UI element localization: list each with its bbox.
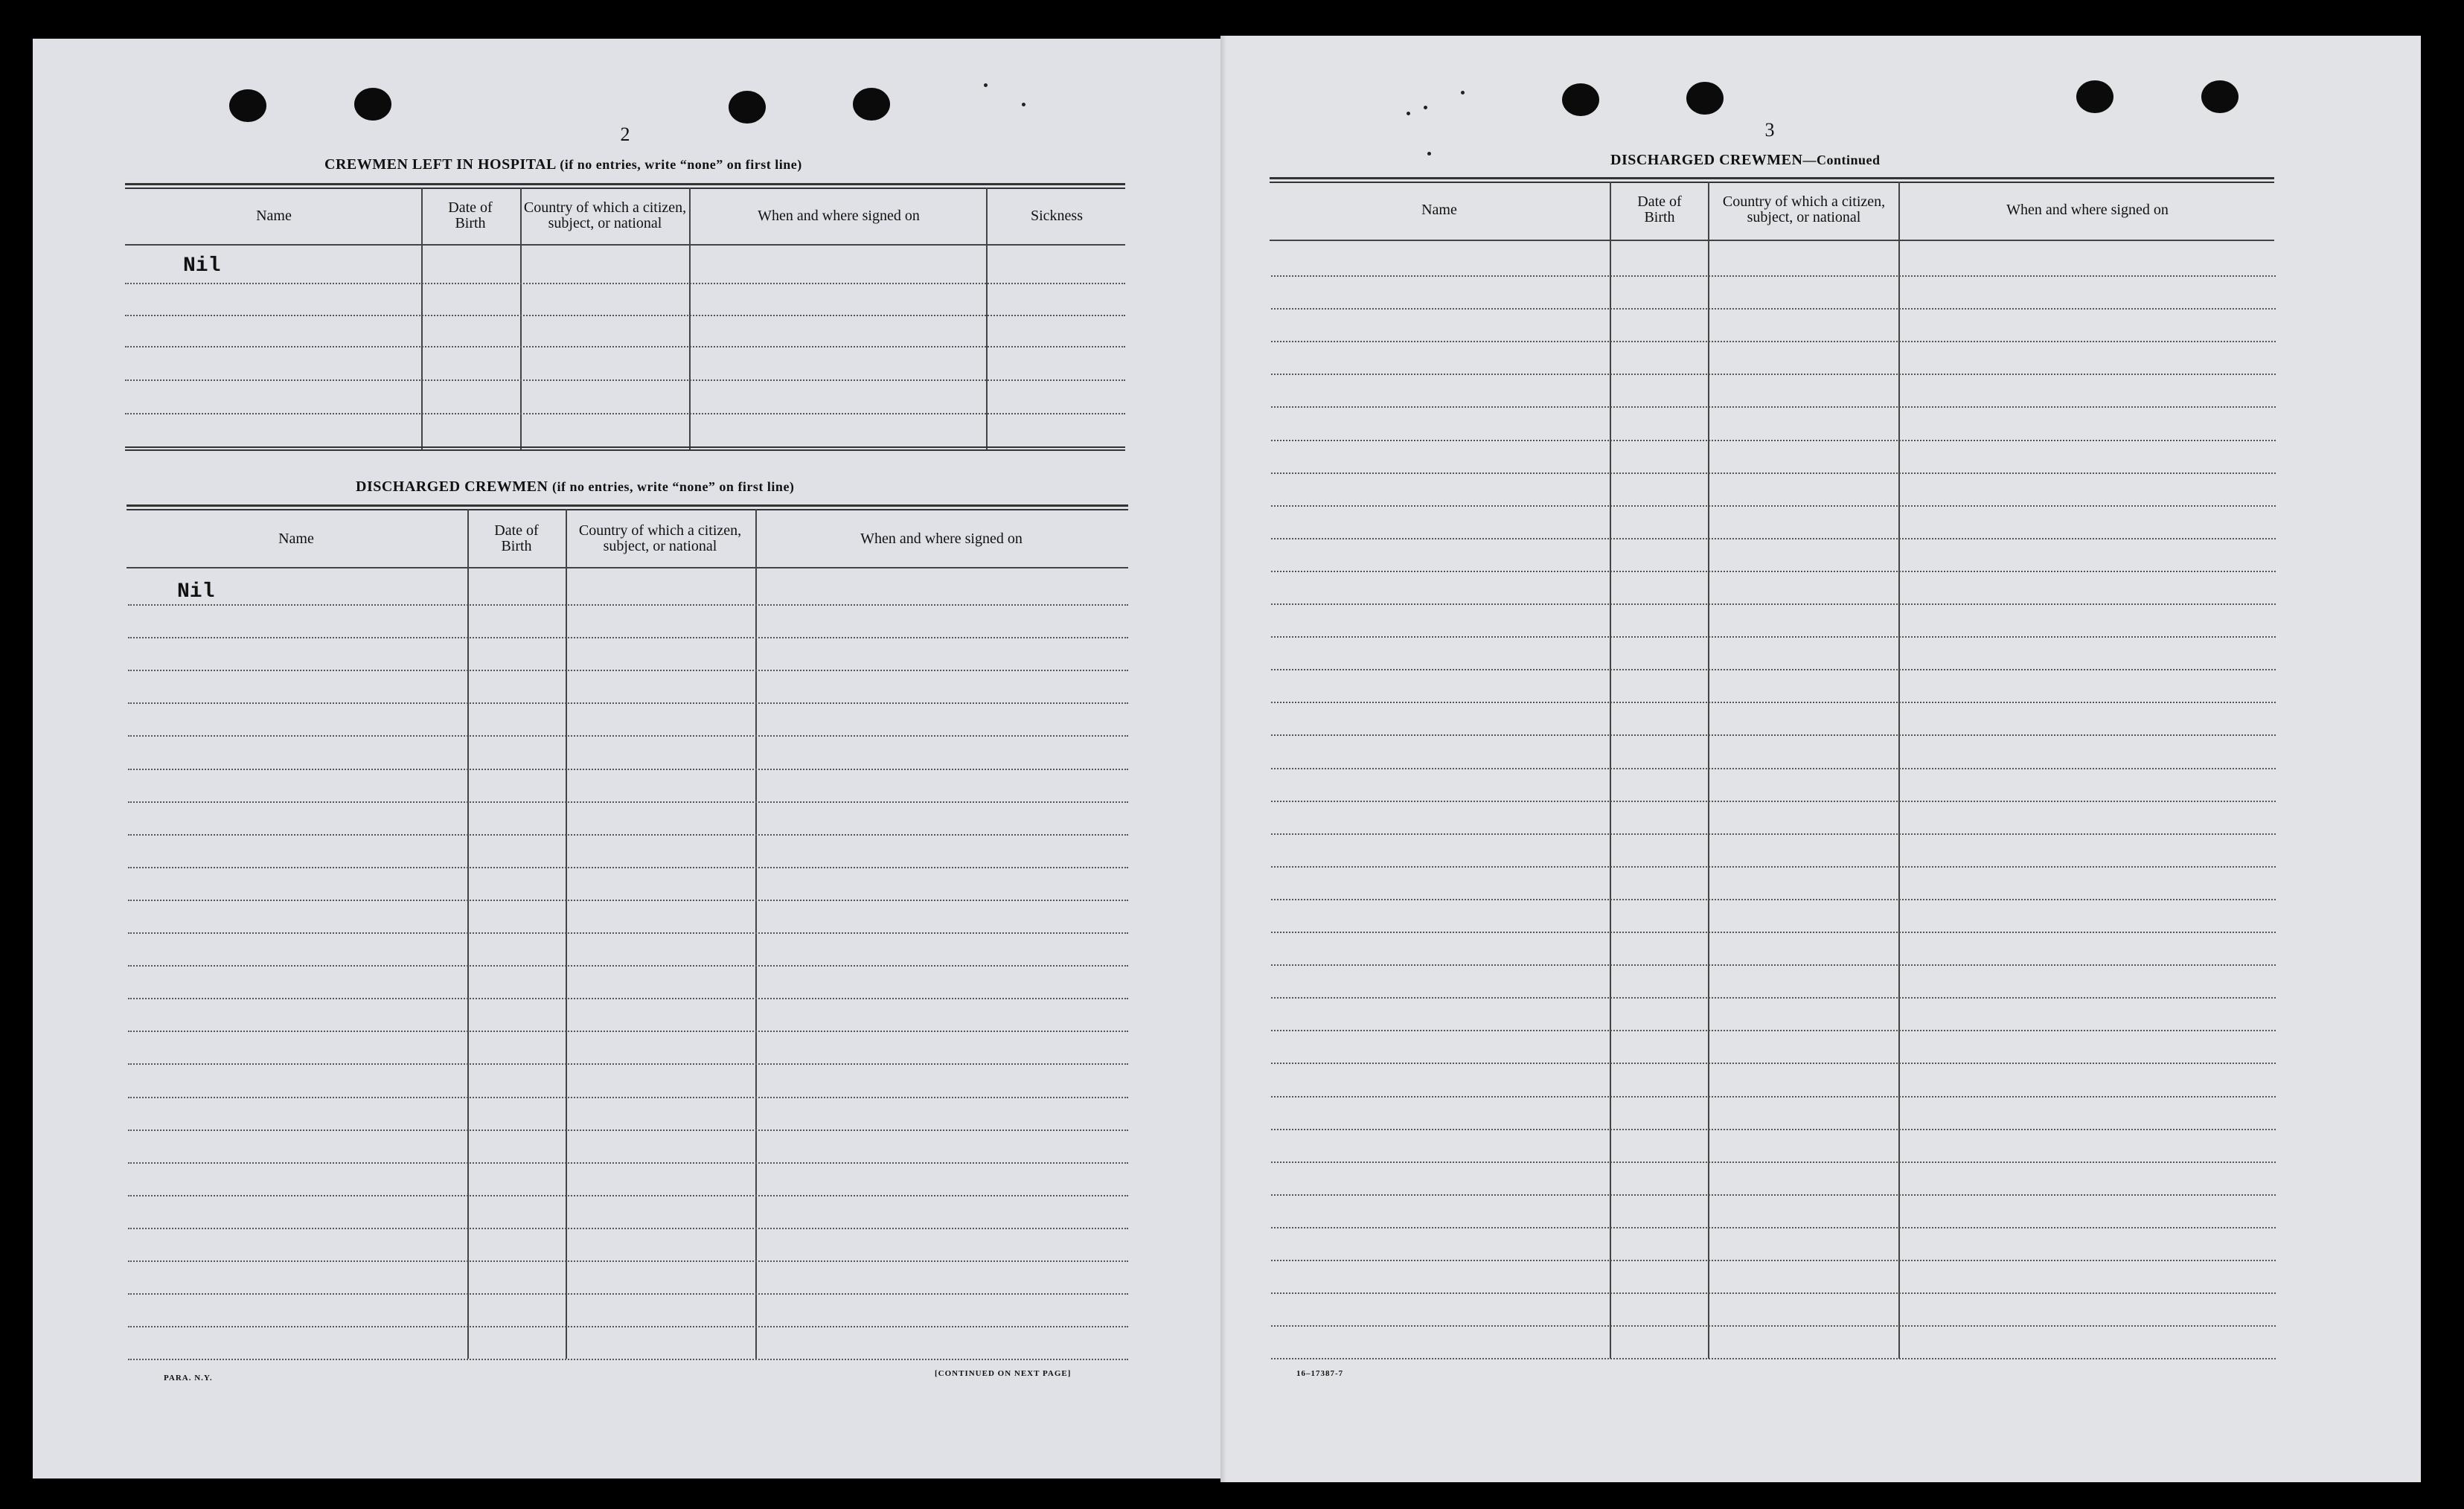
col-header-country: Country of which a citizen, subject, or national xyxy=(523,199,687,231)
col-header-dob: Date of Birth xyxy=(1637,193,1682,225)
column-divider xyxy=(520,188,522,451)
entry-line xyxy=(1271,374,2276,375)
col-header-signed-on: When and where signed on xyxy=(758,207,920,224)
col-header-dob: Date of Birth xyxy=(494,522,539,554)
entry-line xyxy=(128,965,1128,967)
entry-line xyxy=(1271,1358,2276,1359)
entry-line xyxy=(1271,538,2276,539)
column-divider xyxy=(986,188,988,451)
col-header-country: Country of which a citizen, subject, or national xyxy=(578,522,742,554)
entry-line xyxy=(128,1097,1128,1098)
col-header-signed-on: When and where signed on xyxy=(860,530,1023,547)
section-title-hospital xyxy=(324,156,802,173)
entry-line xyxy=(128,998,1128,999)
entry-line xyxy=(128,1130,1128,1131)
entry-line xyxy=(128,1031,1128,1032)
entry-line xyxy=(128,604,1128,606)
entry-line xyxy=(128,932,1128,934)
entry-line xyxy=(128,1293,1128,1295)
entry-line xyxy=(128,1162,1128,1164)
entry-line xyxy=(1271,801,2276,802)
entry-line xyxy=(128,1326,1128,1327)
entry-line xyxy=(1271,866,2276,868)
entry-line xyxy=(1271,341,2276,342)
entry-line xyxy=(1271,1063,2276,1064)
entry-line xyxy=(1271,1194,2276,1196)
punch-hole xyxy=(354,88,391,121)
entry-line xyxy=(1271,571,2276,572)
discharged-first-entry: Nil xyxy=(177,580,215,603)
col-header-signed-on: When and where signed on xyxy=(2006,201,2169,218)
entry-line xyxy=(128,735,1128,737)
section-title-note: (if no entries, write “none” on first line) xyxy=(551,479,795,494)
paper-speck xyxy=(1407,112,1410,115)
entry-line xyxy=(125,413,1125,414)
entry-line xyxy=(128,900,1128,901)
entry-line xyxy=(128,702,1128,704)
entry-line xyxy=(1271,1325,2276,1327)
punch-hole xyxy=(853,88,890,121)
section-title-note: (if no entries, write “none” on first line) xyxy=(560,157,802,172)
section-title-discharged-continued xyxy=(1610,152,1881,169)
entry-line xyxy=(1271,1227,2276,1228)
entry-line xyxy=(1271,406,2276,408)
column-divider xyxy=(1898,182,1900,1359)
entry-line xyxy=(1271,1096,2276,1098)
section-title-main: CREWMEN LEFT IN HOSPITAL xyxy=(324,156,556,173)
footer-printer-mark: PARA. N.Y. xyxy=(164,1374,213,1383)
col-header-name: Name xyxy=(256,207,292,224)
col-header-sickness: Sickness xyxy=(1031,207,1083,224)
entry-line xyxy=(1271,275,2276,277)
table-bottom-rule xyxy=(125,446,1125,451)
entry-line xyxy=(1271,1030,2276,1031)
section-title-main: DISCHARGED CREWMEN xyxy=(1610,152,1803,168)
entry-line xyxy=(1271,1292,2276,1294)
entry-line xyxy=(128,769,1128,770)
paper-speck xyxy=(984,83,988,87)
entry-line xyxy=(128,1260,1128,1262)
entry-line xyxy=(1271,833,2276,835)
entry-line xyxy=(1271,669,2276,670)
entry-line xyxy=(128,670,1128,671)
page-number: 2 xyxy=(620,124,630,145)
entry-line xyxy=(1271,636,2276,638)
right-page xyxy=(1220,36,2421,1482)
paper-speck xyxy=(1427,152,1431,156)
column-divider xyxy=(689,188,691,451)
entry-line xyxy=(1271,899,2276,900)
entry-line xyxy=(1271,1260,2276,1261)
entry-line xyxy=(128,1228,1128,1229)
section-title-discharged xyxy=(356,478,794,496)
column-divider xyxy=(1708,182,1709,1359)
col-header-name: Name xyxy=(1421,201,1457,218)
footer-form-code: 16–17387-7 xyxy=(1296,1369,1344,1378)
punch-hole xyxy=(729,91,766,124)
column-divider xyxy=(1610,182,1611,1359)
section-title-continued: —Continued xyxy=(1802,153,1881,167)
entry-line xyxy=(1271,702,2276,703)
entry-line xyxy=(128,637,1128,638)
header-rule xyxy=(125,244,1125,246)
entry-line xyxy=(128,867,1128,868)
table-top-rule xyxy=(1270,177,2274,183)
entry-line xyxy=(1271,768,2276,769)
entry-line xyxy=(1271,440,2276,441)
entry-line xyxy=(1271,1129,2276,1130)
col-header-name: Name xyxy=(278,530,314,547)
table-top-rule xyxy=(127,504,1128,510)
punch-hole xyxy=(2076,80,2113,113)
entry-line xyxy=(1271,734,2276,736)
header-rule xyxy=(1270,240,2274,241)
page-fold xyxy=(1220,36,1226,1482)
entry-line xyxy=(125,315,1125,316)
paper-speck xyxy=(1461,91,1465,94)
entry-line xyxy=(1271,505,2276,507)
entry-line xyxy=(1271,603,2276,605)
section-title-main: DISCHARGED CREWMEN xyxy=(356,478,548,495)
table-top-rule xyxy=(125,183,1125,189)
entry-line xyxy=(1271,932,2276,933)
header-rule xyxy=(127,567,1128,568)
footer-continued-note: [CONTINUED ON NEXT PAGE] xyxy=(935,1369,1072,1378)
page-number: 3 xyxy=(1764,119,1775,141)
entry-line xyxy=(1271,308,2276,310)
entry-line xyxy=(128,1195,1128,1196)
hospital-first-entry: Nil xyxy=(183,254,221,278)
entry-line xyxy=(1271,1162,2276,1163)
entry-line xyxy=(128,1359,1128,1360)
entry-line xyxy=(125,379,1125,381)
entry-line xyxy=(128,834,1128,836)
col-header-country: Country of which a citizen, subject, or national xyxy=(1722,193,1886,225)
col-header-dob: Date of Birth xyxy=(448,199,493,231)
punch-hole xyxy=(1686,82,1724,115)
punch-hole xyxy=(229,89,266,122)
entry-line xyxy=(128,1063,1128,1065)
entry-line xyxy=(1271,964,2276,966)
paper-speck xyxy=(1022,103,1025,106)
punch-hole xyxy=(2201,80,2239,113)
column-divider xyxy=(421,188,423,451)
punch-hole xyxy=(1562,83,1599,116)
entry-line xyxy=(128,801,1128,803)
entry-line xyxy=(1271,997,2276,999)
entry-line xyxy=(125,283,1125,284)
paper-speck xyxy=(1424,106,1427,109)
entry-line xyxy=(1271,472,2276,474)
entry-line xyxy=(125,346,1125,347)
